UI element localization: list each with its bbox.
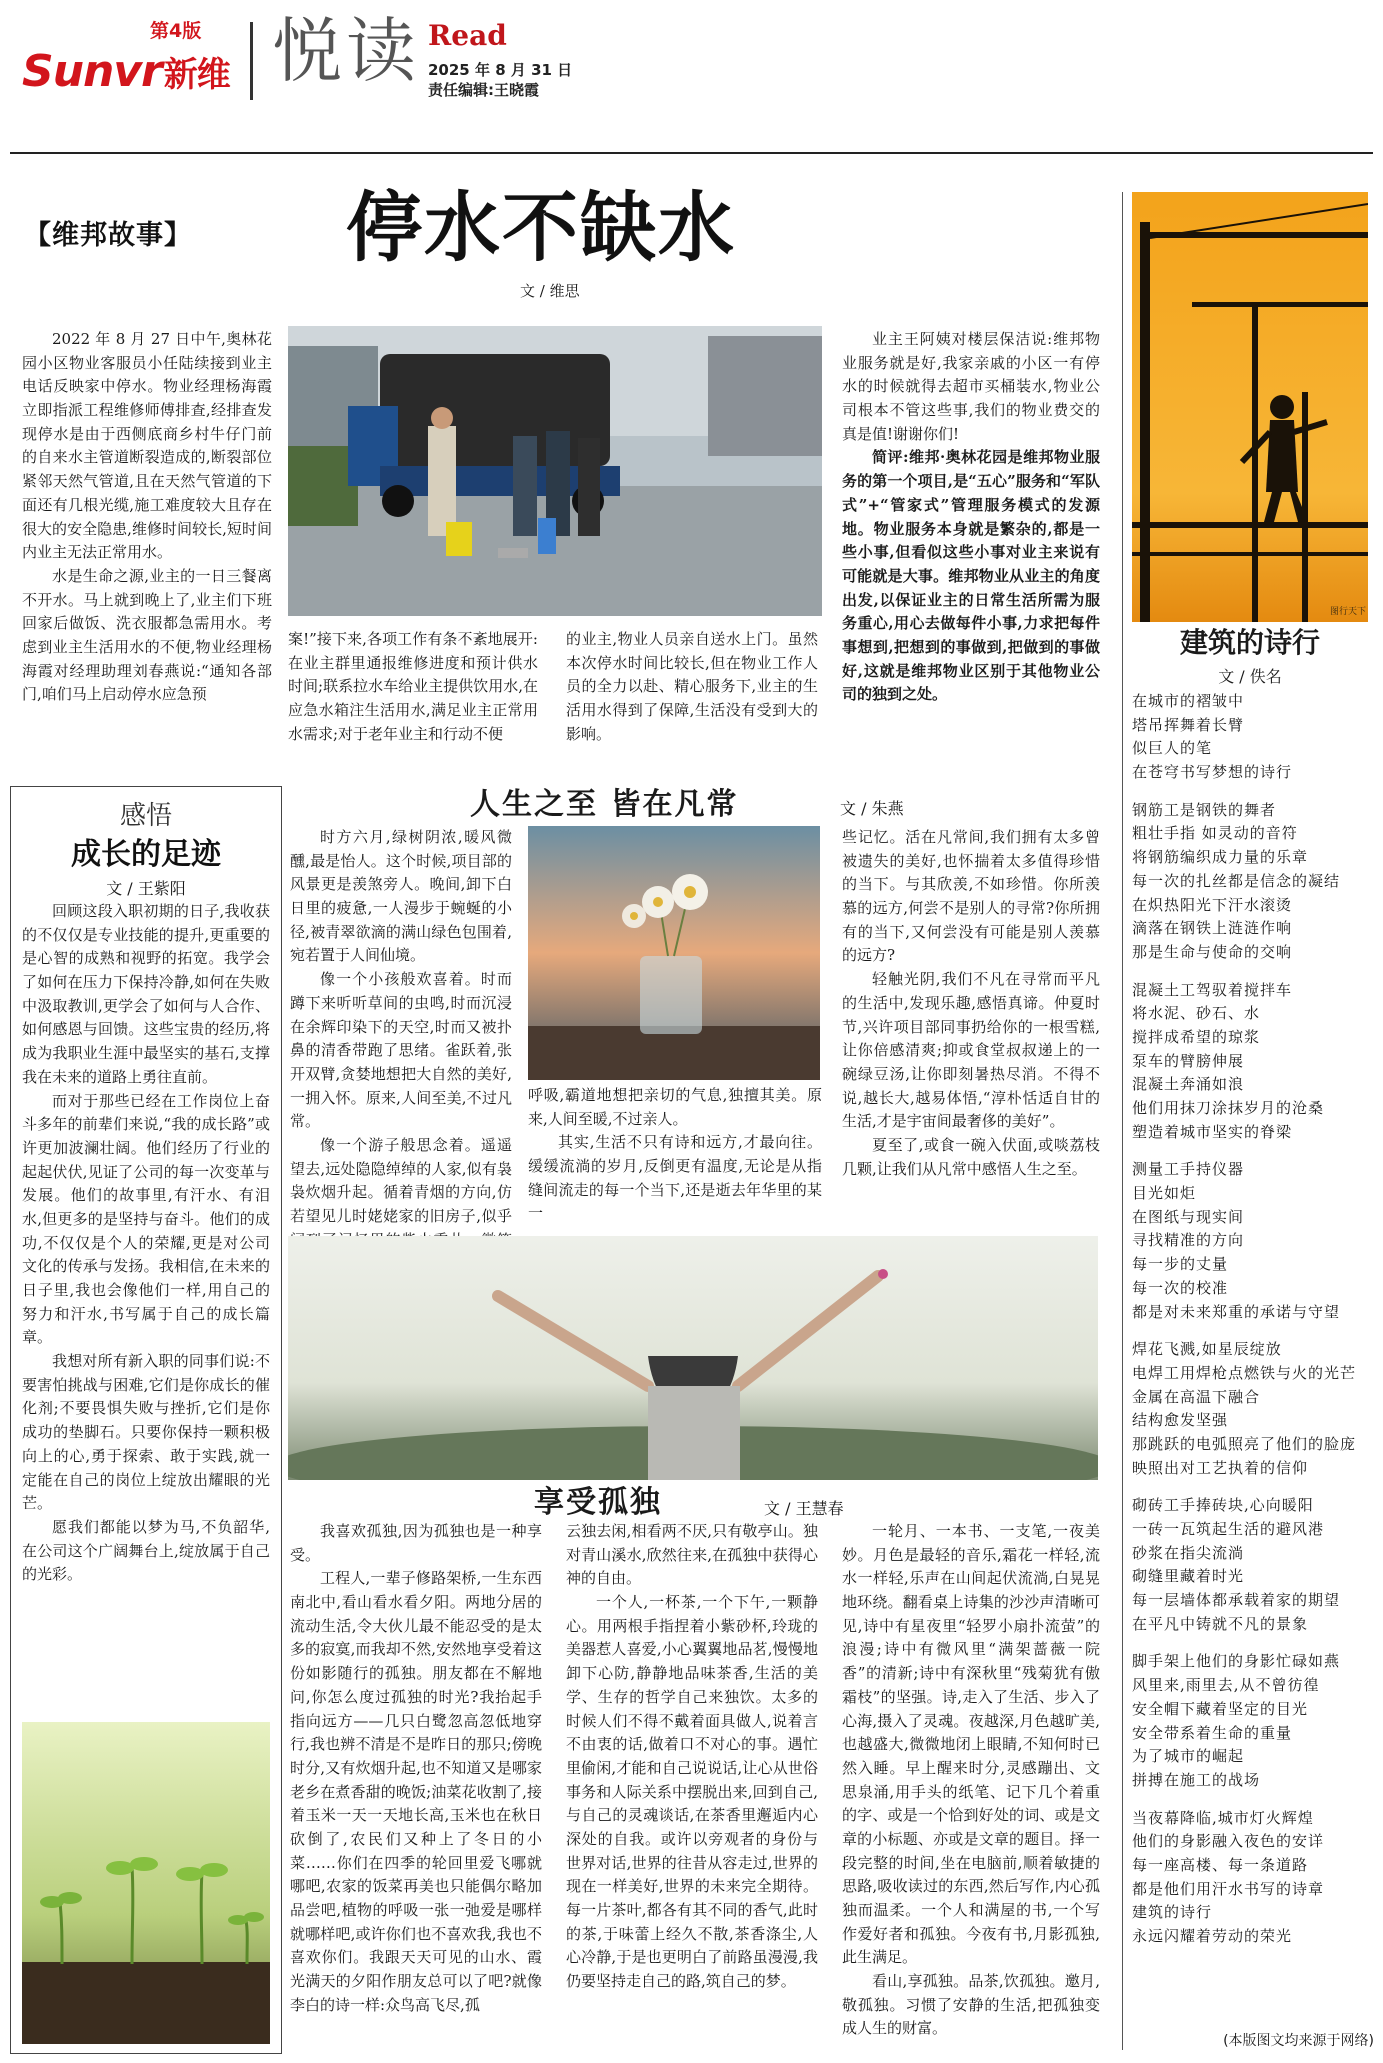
poem-line: 永远闪耀着劳动的荣光 bbox=[1132, 1927, 1293, 1945]
poem-line: 风里来,雨里去,从不曾彷徨 bbox=[1132, 1676, 1320, 1695]
flowers-vase-photo bbox=[528, 826, 820, 1080]
logo-cn: 新维 bbox=[163, 55, 230, 95]
mid-title: 人生之至 皆在凡常 bbox=[470, 787, 739, 822]
poem-line: 建筑的诗行 bbox=[1132, 1903, 1213, 1922]
paragraph: 夏至了,或食一碗入伏面,或啖荔枝几颗,让我们从凡常中感悟人生之至。 bbox=[842, 1135, 1100, 1178]
paragraph: 愿我们都能以梦为马,不负韶华,在公司这个广阔舞台上,绽放属于自己的光彩。 bbox=[22, 1517, 270, 1584]
poem-line: 拼搏在施工的战场 bbox=[1132, 1770, 1261, 1789]
poem-line: 混凝土奔涌如浪 bbox=[1132, 1075, 1245, 1094]
poem-line: 安全带系着生命的重量 bbox=[1132, 1723, 1293, 1742]
poem-line: 电焊工用焊枪点燃铁与火的光芒 bbox=[1132, 1363, 1357, 1382]
page-credit: (本版图文均来源于网络) bbox=[1223, 2033, 1374, 2049]
poem-line: 塔吊挥舞着长臂 bbox=[1132, 715, 1245, 734]
header-rule bbox=[10, 152, 1373, 154]
poem-line: 在图纸与现实间 bbox=[1132, 1207, 1245, 1226]
seedlings-illustration bbox=[22, 1722, 270, 2044]
poem-stanza bbox=[1132, 1494, 1368, 1636]
poem-line: 每一次的扎丝都是信念的凝结 bbox=[1132, 871, 1341, 890]
woman-arms-open-photo bbox=[288, 1236, 1098, 1480]
paragraph: 云独去闲,相看两不厌,只有敬亭山。独对青山溪水,欣然往来,在孤独中获得心神的自由。 bbox=[566, 1522, 818, 1588]
poem-line: 都是对未来郑重的承诺与守望 bbox=[1132, 1302, 1341, 1321]
water-truck-illustration bbox=[288, 326, 822, 616]
logo-latin: Sunvr bbox=[22, 46, 162, 97]
poem-line: 测量工手持仪器 bbox=[1132, 1160, 1245, 1179]
poem-line: 他们用抹刀涂抹岁月的沧桑 bbox=[1132, 1099, 1325, 1117]
bottom-title: 享受孤独 bbox=[534, 1485, 662, 1520]
poem-line: 砂浆在指尖流淌 bbox=[1132, 1543, 1245, 1562]
top-byline: 文 / 维思 bbox=[520, 282, 580, 300]
side-body bbox=[22, 900, 270, 1587]
side-byline: 文 / 王紫阳 bbox=[106, 879, 186, 898]
paragraph: 水是生命之源,业主的一日三餐离不开水。马上就到晚上了,业主们下班回家后做饭、洗衣服都急需用水。考虑到业主生活用水的不便,物业经理杨海霞对经理助理刘春燕说:“通知各部门,咱们马上启动停水应急预 bbox=[22, 566, 272, 704]
bottom-byline: 文 / 王慧春 bbox=[764, 1499, 844, 1518]
poem-line: 目光如炬 bbox=[1132, 1184, 1197, 1203]
paragraph: 的业主,物业人员亲自送水上门。虽然本次停水时间比较长,但在物业工作人员的全力以赴、精心服务下,业主的生活用水得到了保障,生活没有受到大的影响。 bbox=[566, 630, 818, 743]
poem-line: 都是他们用汗水书写的诗章 bbox=[1132, 1879, 1325, 1898]
mid-col-3 bbox=[842, 826, 1100, 1181]
photo-watermark: 图行天下 bbox=[1330, 607, 1367, 617]
poem-line: 安全帽下藏着坚定的目光 bbox=[1132, 1699, 1309, 1718]
bottom-col-3 bbox=[842, 1520, 1100, 2041]
poem-line: 脚手架上他们的身影忙碌如燕 bbox=[1132, 1652, 1341, 1671]
comment-paragraph: 简评:维邦·奥林花园是维邦物业服务的第一个项目,是“五心”服务和“军队式”+“管家式”管理服务模式的发源地。物业服务本身就是繁杂的,都是一些小事,但看似这些小事对业主来说有可能就是大事。维邦物业从业主的角度出发,以保证业主的日常生活所需为服务重心,用心去做每件小事,力求把每件事想到,把想到的事做到,把做到的事做好,这就是维邦物业区别于其他物业公司的独到之处。 bbox=[842, 448, 1100, 704]
poem-stanza bbox=[1132, 1650, 1368, 1792]
paragraph: 我想对所有新入职的同事们说:不要害怕挑战与困难,它们是你成长的催化剂;不要畏惧失败与挫折,它们是你成功的垫脚石。只要你保持一颗积极向上的心,勇于探索、敢于实践,就一定能在自己的岗位上绽放出耀眼的光芒。 bbox=[22, 1352, 270, 1513]
poem-line: 在苍穹书写梦想的诗行 bbox=[1132, 763, 1293, 782]
poem-line: 每一座高楼、每一条道路 bbox=[1132, 1855, 1309, 1874]
poem-line: 泵车的臂膀伸展 bbox=[1132, 1051, 1245, 1070]
paragraph: 而对于那些已经在工作岗位上奋斗多年的前辈们来说,“我的成长路”或许更加波澜壮阔。他们经历了行业的起起伏伏,见证了公司的每一次变革与发展。他们的故事里,有汗水、有泪水,但更多的是坚持与奋斗。他们的成功,不仅仅是个人的荣耀,更是对公司文化的传承与发扬。我相信,在未来的日子里,我也会像他们一样,用自己的努力和汗水,书写属于自己的成长篇章。 bbox=[22, 1091, 270, 1347]
poem-line: 结构愈发坚强 bbox=[1132, 1411, 1229, 1430]
paragraph: 一轮月、一本书、一支笔,一夜美妙。月色是最轻的音乐,霜花一样轻,流水一样轻,乐声在山间起伏流淌,白晃晃地环绕。翻看桌上诗集的沙沙声清晰可见,诗中有星夜里“轻罗小扇扑流萤”的浪漫;诗中有微风里“满架蔷薇一院香”的清新;诗中有深秋里“残菊犹有傲霜枝”的坚强。诗,走入了生活、步入了心海,摄入了灵魂。夜越深,月色越旷美,也越盛大,微微地闭上眼睛,不知何时已然入睡。早上醒来时分,灵感蹦出、文思泉涌,用手头的纸笔、记下几个着重的字、或是一个恰到好处的词、或是文章的小标题、亦或是文章的题目。择一段完整的时间,坐在电脑前,顺着敏捷的思路,吸收读过的东西,然后写作,内心孤独而温柔。一个人和满屋的书,一个写作爱好者和孤独。今夜有书,月影孤独,此生满足。 bbox=[842, 1522, 1100, 1967]
poem-line: 将钢筋编织成力量的乐章 bbox=[1132, 848, 1309, 867]
sunvr-logo bbox=[22, 46, 230, 97]
poem-line: 搅拌成希望的琼浆 bbox=[1132, 1027, 1261, 1046]
issue-date-block bbox=[428, 60, 572, 101]
poem-body bbox=[1132, 690, 1368, 1963]
top-col-3 bbox=[566, 628, 818, 746]
poem-line: 当夜幕降临,城市灯火辉煌 bbox=[1132, 1808, 1314, 1827]
paragraph: 像一个小孩般欢喜着。时而蹲下来听听草间的虫鸣,时而沉浸在余辉印染下的天空,时而又被扑鼻的清香带跑了思绪。雀跃着,张开双臂,贪婪地想把大自然的美好,一拥入怀。原来,人间至美,不过凡常。 bbox=[290, 970, 512, 1131]
paragraph: 我喜欢孤独,因为孤独也是一种享受。 bbox=[290, 1522, 542, 1564]
side-kicker: 感悟 bbox=[119, 801, 172, 831]
poem-line: 在平凡中铸就不凡的景象 bbox=[1132, 1614, 1309, 1633]
section-title-en: Read bbox=[428, 19, 507, 52]
poem-stanza bbox=[1132, 690, 1368, 785]
edition-label: 第4版 bbox=[150, 20, 202, 42]
poem-stanza bbox=[1132, 799, 1368, 965]
mid-col-2 bbox=[528, 1084, 822, 1226]
top-col-1 bbox=[22, 328, 272, 707]
poem-line: 每一次的校准 bbox=[1132, 1278, 1229, 1297]
poem-line: 他们的身影融入夜色的安详 bbox=[1132, 1832, 1325, 1851]
side-title: 成长的足迹 bbox=[71, 837, 221, 872]
paragraph: 看山,享孤独。品茶,饮孤独。邀月,敬孤独。习惯了安静的生活,把孤独变成人生的财富。 bbox=[842, 1972, 1100, 2038]
paragraph: 其实,生活不只有诗和远方,才最向往。缓缓流淌的岁月,反倒更有温度,无论是从指缝间流走的每一个当下,还是逝去年华里的某一 bbox=[528, 1133, 822, 1223]
poem-line: 在城市的褶皱中 bbox=[1132, 692, 1245, 710]
top-col-2 bbox=[288, 628, 538, 746]
poem-line: 焊花飞溅,如星辰绽放 bbox=[1132, 1340, 1282, 1359]
poem-line: 金属在高温下融合 bbox=[1132, 1387, 1261, 1406]
mid-col-1 bbox=[290, 826, 512, 1276]
poem-line: 塑造着城市坚实的脊梁 bbox=[1132, 1122, 1293, 1141]
poem-line: 每一层墙体都承载着家的期望 bbox=[1132, 1591, 1341, 1610]
poem-stanza bbox=[1132, 1158, 1368, 1324]
poem-stanza bbox=[1132, 979, 1368, 1145]
poem-line: 为了城市的崛起 bbox=[1132, 1747, 1245, 1766]
poem-line: 混凝土工驾驭着搅拌车 bbox=[1132, 980, 1293, 999]
poem-line: 似巨人的笔 bbox=[1132, 739, 1213, 758]
poem-line: 钢筋工是钢铁的舞者 bbox=[1132, 800, 1277, 819]
poem-line: 寻找精准的方向 bbox=[1132, 1231, 1245, 1250]
poem-line: 滴落在钢铁上涟涟作响 bbox=[1132, 919, 1293, 938]
paragraph: 回顾这段入职初期的日子,我收获的不仅仅是专业技能的提升,更重要的是心智的成熟和视野的拓宽。我学会了如何在压力下保持冷静,如何在失败中汲取教训,更学会了如何与人合作、如何感恩与回馈。这些宝贵的经历,将成为我职业生涯中最坚实的基石,支撑我在未来的道路上勇往直前。 bbox=[22, 902, 270, 1086]
section-title-cn: 悦读 bbox=[272, 10, 420, 92]
paragraph: 一个人,一杯茶,一个下午,一颗静心。用两根手指捏着小紫砂杯,玲珑的美器惹人喜爱,小心翼翼地品茗,慢慢地卸下心防,静静地品味茶香,生活的美学、生存的哲学自己来独饮。太多的时候人们不得不戴着面具做人,说着言不由衷的话,做着口不对心的事。遇忙里偷闲,才能和自己说说话,让心从世俗事务和人际关系中摆脱出来,回到自己,与自己的灵魂谈话,在茶香里邂逅内心深处的自我。或许以旁观者的身份与世界对话,世界的往昔从容走过,世界的现在一样美好,世界的未来完全期待。每一片茶叶,都各有其不同的香气,此时的茶,于味蕾上经久不散,茶香涤尘,人心冷静,于是也更明白了前路虽漫漫,我仍要坚持走自己的路,筑自己的梦。 bbox=[566, 1593, 818, 1991]
seedlings-photo bbox=[22, 1722, 270, 2044]
paragraph: 工程人,一辈子修路架桥,一生东西南北中,看山看水看夕阳。两地分居的流动生活,令大伙儿最不能忍受的是太多的寂寞,而我却不然,安然地享受着这份如影随行的孤独。朋友都在不解地问,你怎么度过孤独的时光?我抬起手指向远方——几只白鹭忽高忽低地穿行,我也辨不清是不是昨日的那只;傍晚时分,又有炊烟升起,也不知道又是哪家老乡在煮香甜的晚饭;油菜花收割了,接着玉米一天一天地长高,玉米也在秋日砍倒了,农民们又种上了冬日的小菜……你们在四季的轮回里爱飞哪就哪吧,农家的饭菜再美也只能偶尔略加品尝吧,植物的呼吸一张一弛爱是哪样就哪样吧,或许你们也不喜欢我,我也不喜欢你们。我跟天天可见的山水、霞光满天的夕阳作朋友总可以了吧?就像李白的诗一样:众鸟高飞尽,孤 bbox=[290, 1569, 542, 2014]
flowers-vase-illustration bbox=[528, 826, 820, 1080]
top-col-4 bbox=[842, 328, 1100, 707]
poem-line: 在炽热阳光下汗水滚烫 bbox=[1132, 895, 1293, 914]
headline: 停水不缺水 bbox=[346, 183, 736, 272]
poem-line: 砌砖工手捧砖块,心向暖阳 bbox=[1132, 1496, 1314, 1515]
header-divider bbox=[250, 22, 253, 100]
poem-line: 砌缝里藏着时光 bbox=[1132, 1567, 1245, 1586]
editor-credit: 责任编辑:王晓霞 bbox=[428, 81, 539, 100]
paragraph: 2022 年 8 月 27 日中午,奥林花园小区物业客服员小任陆续接到业主电话反映家中停水。物业经理杨海霞立即指派工程维修师傅排查,经排查发现停水是由于西侧底商乡村牛仔门前的自来水主管道断裂造成的,断裂部位紧邻天然气管道,且在天然气管道的下面还有几根光缆,施工难度较大且存在很大的安全隐患,维修时间较长,短时间内业主无法正常用水。 bbox=[22, 330, 272, 562]
construction-silhouette-photo bbox=[1132, 192, 1368, 622]
poem-stanza bbox=[1132, 1807, 1368, 1949]
poem-line: 那跳跃的电弧照亮了他们的脸庞 bbox=[1132, 1434, 1357, 1453]
paragraph: 像一个游子般思念着。遥遥望去,远处隐隐绰绰的人家,似有袅袅炊烟升起。循着青烟的方向,仿若望见儿时姥姥家的旧房子,似乎 bbox=[290, 1135, 512, 1225]
column-tag: 【维邦故事】 bbox=[24, 220, 192, 251]
poem-line: 那是生命与使命的交响 bbox=[1132, 942, 1293, 961]
poem-stanza bbox=[1132, 1338, 1368, 1480]
poem-line: 一砖一瓦筑起生活的避风港 bbox=[1132, 1520, 1325, 1538]
poem-byline: 文 / 佚名 bbox=[1218, 667, 1282, 686]
paragraph: 案!”接下来,各项工作有条不紊地展开:在业主群里通报维修进度和预计供水时间;联系拉水车给业主提供饮用水,在应急水箱注生活用水,满足业主正常用水需求;对于老年业主和行动不便 bbox=[288, 630, 538, 743]
poem-line: 将水泥、砂石、水 bbox=[1132, 1004, 1261, 1023]
construction-silhouette-illustration bbox=[1132, 192, 1368, 622]
paragraph: 呼吸,霸道地想把亲切的气息,独擅其美。原来,人间至暖,不过亲人。 bbox=[528, 1086, 822, 1128]
paragraph: 轻触光阴,我们不凡在寻常而平凡的生活中,发现乐趣,感悟真谛。仲夏时节,兴许项目部同事扔给你的一根雪糕,让你倍感清爽;抑或食堂叔叔递上的一碗绿豆汤,让你即刻暑热尽消。不得不说,越长大,越易体悟,“淳朴恬适自甘的生活,才是宇宙间最奢侈的美好”。 bbox=[842, 970, 1100, 1131]
woman-arms-open-illustration bbox=[288, 1236, 1098, 1480]
poem-line: 每一步的丈量 bbox=[1132, 1255, 1229, 1274]
issue-date: 2025 年 8 月 31 日 bbox=[428, 61, 573, 79]
paragraph: 时方六月,绿树阴浓,暖风微醺,最是怡人。这个时候,项目部的风景更是羡煞旁人。晚间,卸下白日里的疲惫,一人漫步于蜿蜒的小径,被青翠欲滴的满山绿色包围着,宛若置于人间仙境。 bbox=[290, 828, 512, 965]
poem-title: 建筑的诗行 bbox=[1179, 626, 1320, 659]
bottom-col-1 bbox=[290, 1520, 542, 2017]
paragraph: 业主王阿姨对楼层保洁说:维邦物业服务就是好,我家亲戚的小区一有停水的时候就得去超市买桶装水,物业公司根本不管这些事,我们的物业费交的真是值!谢谢你们! bbox=[842, 330, 1100, 443]
mid-byline: 文 / 朱燕 bbox=[840, 799, 904, 818]
poem-line: 粗壮手指 如灵动的音符 bbox=[1132, 824, 1298, 843]
paragraph: 些记忆。活在凡常间,我们拥有太多曾被遗失的美好,也怀揣着太多值得珍惜的当下。与其欣羡,不如珍惜。你所羡慕的远方,何尝不是别人的寻常?你所拥有的当下,又何尝没有可能是别人羡慕的远方? bbox=[842, 828, 1100, 965]
water-truck-photo bbox=[288, 326, 822, 616]
poem-line: 映照出对工艺执着的信仰 bbox=[1132, 1458, 1309, 1477]
bottom-col-2 bbox=[566, 1520, 818, 1994]
